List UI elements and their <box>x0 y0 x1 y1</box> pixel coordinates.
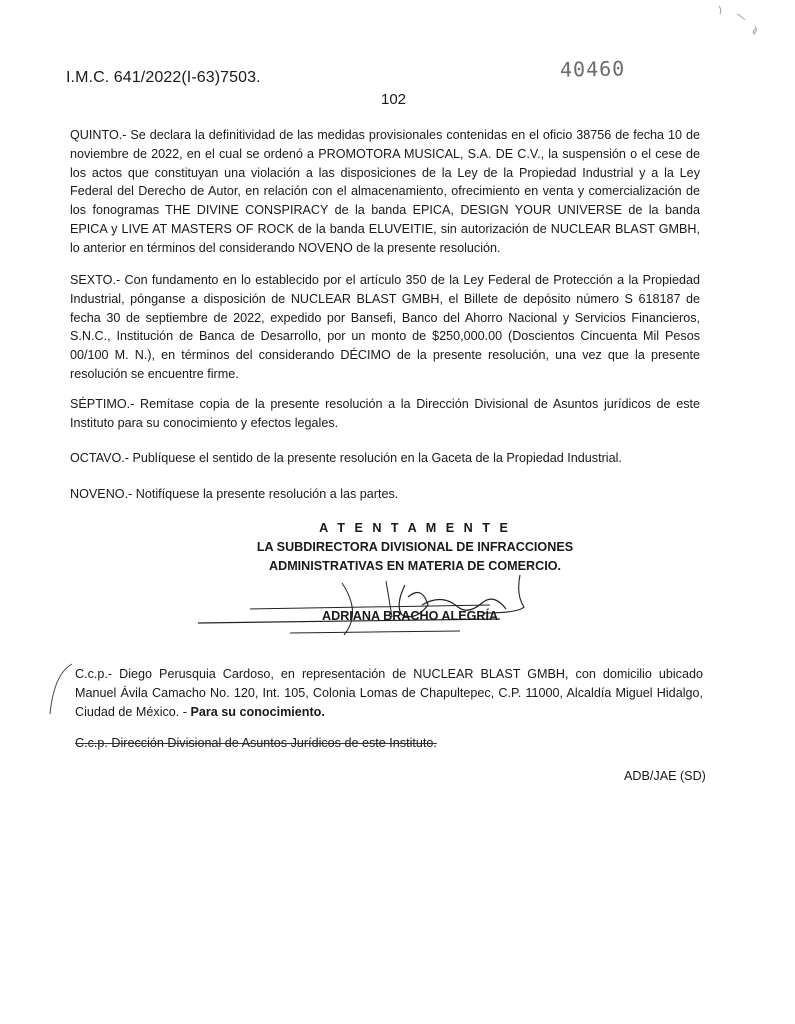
signer-title-line-2: ADMINISTRATIVAS EN MATERIA DE COMERCIO. <box>269 559 561 573</box>
copy-recipient-1 <box>75 665 703 721</box>
drafter-initials: ADB/JAE (SD) <box>624 769 706 783</box>
paragraph-noveno: NOVENO.- Notifíquese la presente resolución a las partes. <box>70 487 399 501</box>
signer-name: ADRIANA BRACHO ALEGRÍA <box>322 609 499 623</box>
copy-recipient-1-text: C.c.p.- Diego Perusquia Cardoso, en representación de NUCLEAR BLAST GMBH, con domicilio ubicado Manuel Ávila Camacho No. 120, Int. 105, Colonia Lomas de Chapultepec, C.P. 11000, Alcaldía Miguel Hidalgo, Ciudad de México. - <box>75 667 703 719</box>
copy-recipient-2-struck: C.c.p. Dirección Divisional de Asuntos Jurídicos de este Instituto. <box>75 736 437 750</box>
corner-handwritten-mark <box>705 0 775 40</box>
file-reference: I.M.C. 641/2022(I-63)7503. <box>66 69 261 86</box>
paragraph-octavo: OCTAVO.- Publíquese el sentido de la presente resolución en la Gaceta de la Propiedad Industrial. <box>70 451 622 465</box>
paragraph-quinto: QUINTO.- Se declara la definitividad de las medidas provisionales contenidas en el oficio 38756 de fecha 10 de noviembre de 2022, en el cual se ordenó a PROMOTORA MUSICAL, S.A. DE C.V., la suspensión o el cese de los actos que constituyan una violación a las disposiciones de la Ley de la Propiedad Industrial y a la Ley Federal del Derecho de Autor, en relación con el almacenamiento, ofrecimiento en venta y comercialización de los fonogramas THE DIVINE CONSPIRACY de la banda EPICA, DESIGN YOUR UNIVERSE de la banda EPICA y LIVE AT MASTERS OF ROCK de la banda ELUVEITIE, sin autorización de NUCLEAR BLAST GMBH, lo anterior en términos del considerando NOVENO de la presente resolución. <box>70 128 700 255</box>
stamped-folio-number: 40460 <box>559 56 626 82</box>
copy-recipient-1-emphasis: Para su conocimiento. <box>190 704 325 719</box>
closing-salutation: A T E N T A M E N T E <box>319 521 511 535</box>
signer-title-line-1: LA SUBDIRECTORA DIVISIONAL DE INFRACCIONES <box>256 540 574 554</box>
handwritten-bracket-mark <box>44 660 74 720</box>
page-number: 102 <box>381 91 407 108</box>
paragraph-septimo: SÉPTIMO.- Remítase copia de la presente resolución a la Dirección Divisional de Asuntos jurídicos de este Instituto para su conocimiento y efectos legales. <box>70 397 700 430</box>
paragraph-sexto: SEXTO.- Con fundamento en lo establecido por el artículo 350 de la Ley Federal de Protección a la Propiedad Industrial, pónganse a disposición de NUCLEAR BLAST GMBH, el Billete de depósito número S 618187 de fecha 30 de septiembre de 2022, expedido por Bansefi, Banco del Ahorro Nacional y Servicios Financieros, S.N.C., Institución de Banca de Desarrollo, por un monto de $250,000.00 (Doscientos Cincuenta Mil Pesos 00/100 M. N.), en términos del considerando DÉCIMO de la presente resolución, una vez que la presente resolución se encuentre firme. <box>70 273 700 381</box>
signature-block <box>195 519 635 576</box>
